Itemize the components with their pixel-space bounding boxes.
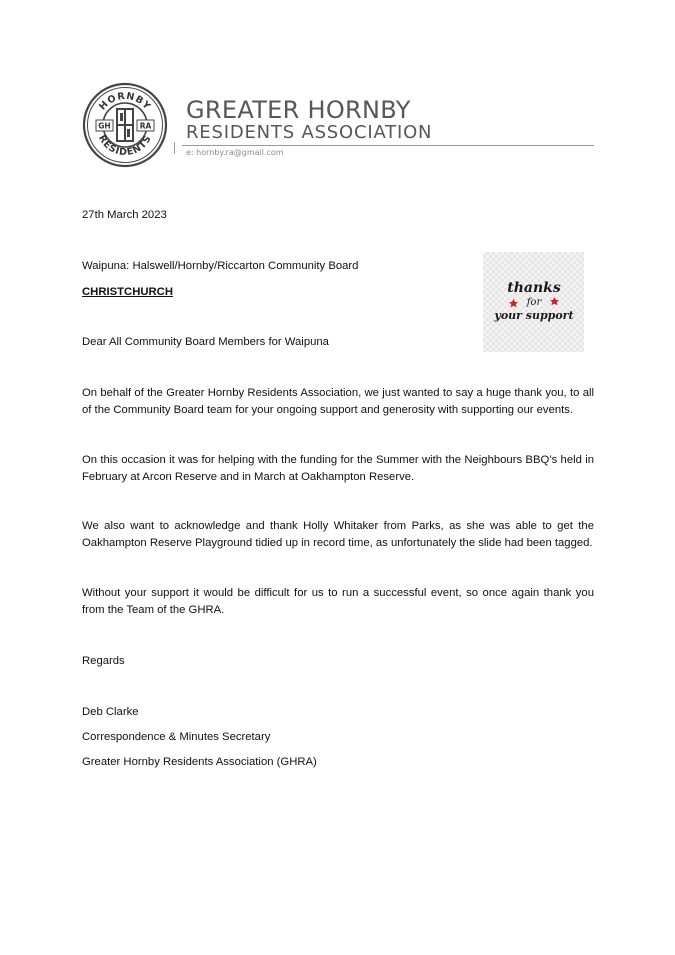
- org-subtitle: RESIDENTS ASSOCIATION: [186, 122, 433, 143]
- red-star-left-icon: [509, 299, 518, 307]
- letter-date: 27th March 2023: [82, 209, 167, 221]
- thanks-for-your-support-image: [483, 252, 584, 352]
- svg-text:RESIDENTS: RESIDENTS: [96, 133, 154, 159]
- letterhead-rule-corner: [174, 142, 183, 154]
- for-word: for: [526, 297, 542, 308]
- paragraph-closing-thanks: Without your support it would be difficult for us to run a successful event, so once again thank you from the Team of the GHRA.: [82, 587, 594, 616]
- org-name: GREATER HORNBY: [186, 96, 411, 124]
- letterhead: [82, 82, 594, 168]
- association-seal-logo: [82, 82, 168, 168]
- red-star-right-icon: [550, 297, 559, 305]
- your-support-words: your support: [494, 309, 574, 322]
- paragraph-thanks: On behalf of the Greater Hornby Residents Association, we just wanted to say a huge thank you, to all of the Community Board team for your ongoing support and generosity with supporting our events.: [82, 387, 594, 416]
- signature-org: Greater Hornby Residents Association (GHRA): [82, 756, 317, 768]
- signature-name: Deb Clarke: [82, 706, 139, 718]
- paragraph-funding: On this occasion it was for helping with the funding for the Summer with the Neighbours BBQ’s held in February at Arcon Reserve and in March at Oakhampton Reserve.: [82, 454, 594, 483]
- svg-text:GH: GH: [98, 121, 111, 131]
- paragraph-acknowledgement: We also want to acknowledge and thank Holly Whitaker from Parks, as she was able to get the Oakhampton Reserve Playground tidied up in record time, as unfortunately the slide had been tagged.: [82, 520, 594, 549]
- letterhead-rule: [182, 145, 594, 146]
- org-email: e: hornby.ra@gmail.com: [186, 148, 284, 157]
- recipient-line: Waipuna: Halswell/Hornby/Riccarton Community Board: [82, 260, 359, 272]
- salutation: Dear All Community Board Members for Waipuna: [82, 336, 329, 348]
- closing-regards: Regards: [82, 655, 125, 667]
- recipient-city: CHRISTCHURCH: [82, 286, 173, 298]
- thanks-word: thanks: [507, 280, 561, 296]
- svg-text:RA: RA: [139, 121, 152, 131]
- signature-title: Correspondence & Minutes Secretary: [82, 731, 271, 743]
- svg-text:HORNBY: HORNBY: [97, 90, 153, 113]
